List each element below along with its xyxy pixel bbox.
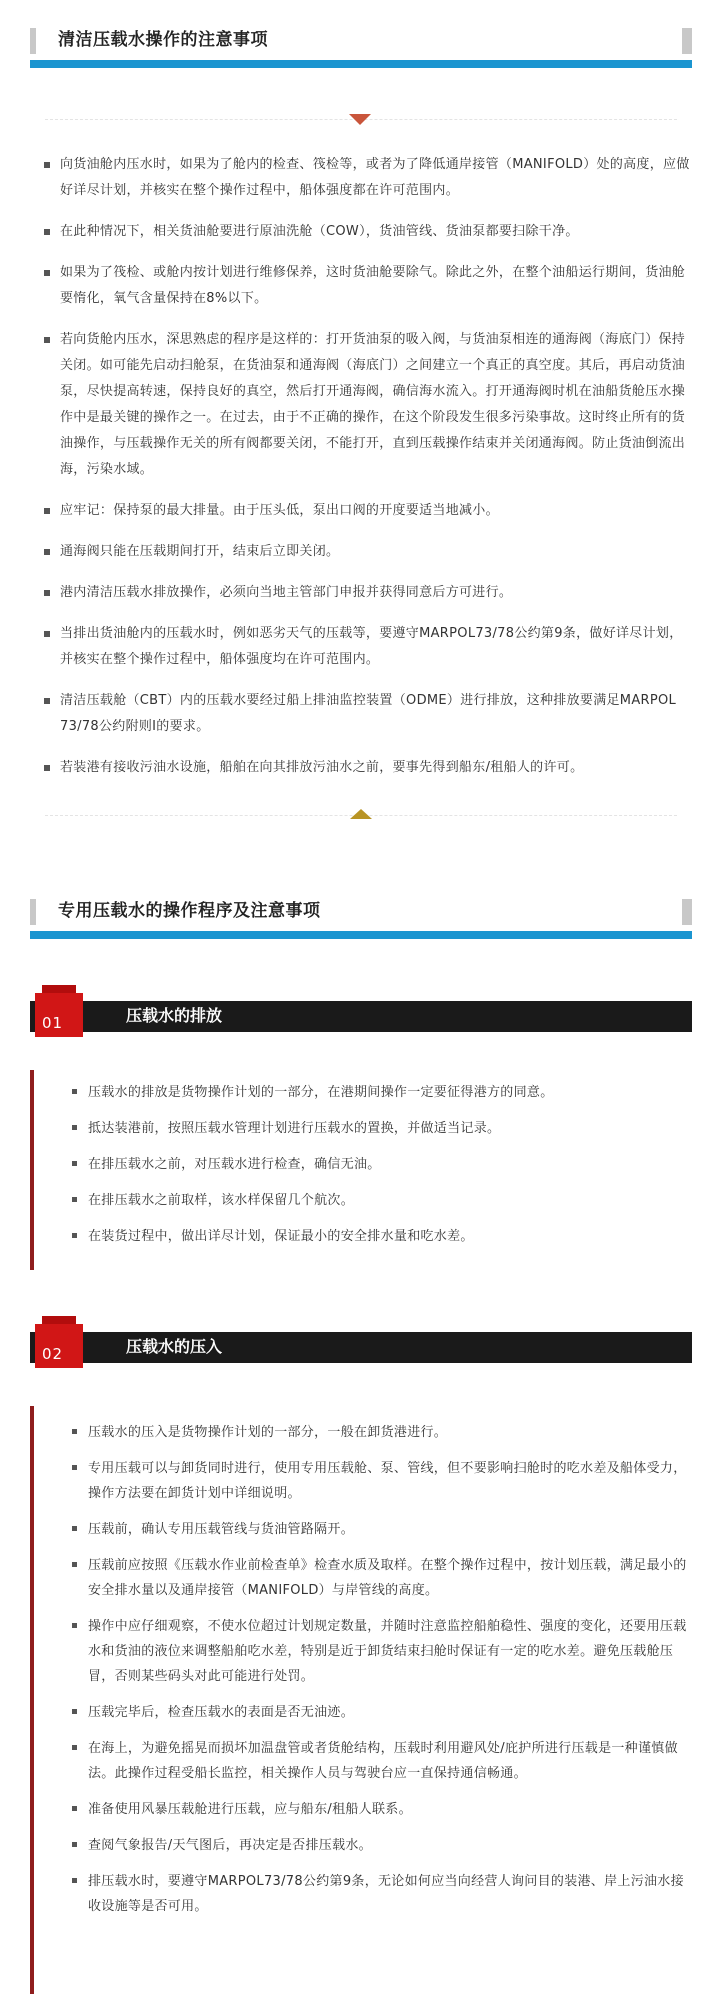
- list-item: [74, 1869, 692, 1919]
- list-item: [74, 1080, 692, 1105]
- discharge-steps: [30, 1070, 692, 1249]
- bullet-square-icon: [72, 1709, 77, 1714]
- bullet-square-icon: [44, 229, 50, 235]
- bullet-square-icon: [72, 1233, 77, 1238]
- list-item: [74, 1420, 692, 1445]
- triangle-down-icon: [349, 114, 371, 125]
- list-item: [42, 580, 692, 606]
- list-item: [74, 1456, 692, 1506]
- list-item: [42, 621, 692, 673]
- bullet-square-icon: [72, 1526, 77, 1531]
- list-item: [74, 1116, 692, 1141]
- list-item: [74, 1517, 692, 1542]
- subsection-title: 压载水的排放: [126, 1006, 223, 1025]
- bullet-square-icon: [72, 1429, 77, 1434]
- bullet-square-icon: [44, 590, 50, 596]
- discharge-list-block: [30, 1070, 692, 1270]
- list-item: [42, 327, 692, 483]
- vertical-accent-line: [30, 1406, 34, 1994]
- list-item: [74, 1553, 692, 1603]
- cleaning-ballast-notes: [42, 152, 692, 796]
- bullet-square-icon: [72, 1465, 77, 1470]
- number-tab: [35, 985, 83, 1037]
- list-item-text: 专用压载可以与卸货同时进行，使用专用压载舱、泵、管线，但不要影响扫舱时的吃水差及船体受力，操作方法要在卸货计划中详细说明。: [88, 1461, 687, 1501]
- list-item-text: 抵达装港前，按照压载水管理计划进行压载水的置换，并做适当记录。: [88, 1121, 501, 1136]
- header-accent-right: [682, 899, 692, 925]
- list-item-text: 查阅气象报告/天气图后，再决定是否排压载水。: [88, 1838, 372, 1853]
- bullet-square-icon: [44, 270, 50, 276]
- list-item-text: 压载完毕后，检查压载水的表面是否无油迹。: [88, 1705, 355, 1720]
- list-item-text: 在排压载水之前取样，该水样保留几个航次。: [88, 1193, 355, 1208]
- header-accent-left: [30, 28, 36, 54]
- list-item: [74, 1152, 692, 1177]
- list-item-text: 如果为了筏检、或舱内按计划进行维修保养，这时货油舱要除气。除此之外，在整个油船运行期间，货油舱要惰化，氧气含量保持在8%以下。: [60, 265, 686, 306]
- list-item: [74, 1188, 692, 1213]
- list-item: [74, 1736, 692, 1786]
- list-item: [42, 755, 692, 781]
- intake-steps: [30, 1406, 692, 1919]
- section-title: 专用压载水的操作程序及注意事项: [58, 901, 321, 921]
- vertical-accent-line: [30, 1070, 34, 1270]
- bullet-square-icon: [72, 1623, 77, 1628]
- list-item: [74, 1614, 692, 1689]
- subsection-banner-intake: [30, 1316, 692, 1368]
- header-accent-left: [30, 899, 36, 925]
- bullet-square-icon: [72, 1562, 77, 1567]
- list-item-text: 清洁压载舱（CBT）内的压载水要经过船上排油监控装置（ODME）进行排放，这种排放要满足MARPOL 73/78公约附则I的要求。: [60, 693, 677, 734]
- triangle-up-icon: [350, 809, 372, 819]
- bullet-square-icon: [44, 698, 50, 704]
- subsection-number: 01: [42, 1014, 64, 1032]
- list-item-text: 压载前应按照《压载水作业前检查单》检查水质及取样。在整个操作过程中，按计划压载，满足最小的安全排水量以及通岸接管（MANIFOLD）与岸管线的高度。: [88, 1558, 687, 1598]
- list-item: [74, 1700, 692, 1725]
- bullet-square-icon: [72, 1161, 77, 1166]
- header-underline-bar: [30, 931, 692, 939]
- list-item-text: 若向货舱内压水，深思熟虑的程序是这样的：打开货油泵的吸入阀，与货油泵相连的通海阀（海底门）保持关闭。如可能先启动扫舱泵，在货油泵和通海阀（海底门）之间建立一个真正的真空度。其后，再启动货油泵，尽快提高转速，保持良好的真空，然后打开通海阀，确信海水流入。打开通海阀时机在油船货舱压水操作中是最关键的操作之一。在过去，由于不正确的操作，在这个阶段发生很多污染事故。这时终止所有的货油操作，与压载操作无关的所有阀都要关闭，不能打开，直到压载操作结束并关闭通海阀。防止货油倒流出海，污染水域。: [60, 332, 686, 477]
- list-item-text: 港内清洁压载水排放操作，必须向当地主管部门申报并获得同意后方可进行。: [60, 585, 513, 600]
- list-item: [42, 539, 692, 565]
- bullet-square-icon: [72, 1745, 77, 1750]
- subsection-number: 02: [42, 1345, 64, 1363]
- subsection-banner-discharge: [30, 985, 692, 1037]
- list-item: [42, 688, 692, 740]
- bullet-square-icon: [44, 631, 50, 637]
- bullet-square-icon: [72, 1125, 77, 1130]
- bullet-square-icon: [72, 1089, 77, 1094]
- bullet-square-icon: [44, 508, 50, 514]
- list-item-text: 应牢记：保持泵的最大排量。由于压头低，泵出口阀的开度要适当地减小。: [60, 503, 499, 518]
- list-item: [74, 1224, 692, 1249]
- list-item-text: 压载水的压入是货物操作计划的一部分，一般在卸货港进行。: [88, 1425, 448, 1440]
- list-item-text: 在装货过程中，做出详尽计划，保证最小的安全排水量和吃水差。: [88, 1229, 474, 1244]
- section-header-segregated-ballast: [30, 899, 692, 945]
- bullet-square-icon: [72, 1806, 77, 1811]
- list-item: [42, 260, 692, 312]
- bullet-square-icon: [72, 1878, 77, 1883]
- subsection-title: 压载水的压入: [126, 1337, 223, 1356]
- list-item: [42, 219, 692, 245]
- bullet-square-icon: [44, 765, 50, 771]
- list-item-text: 当排出货油舱内的压载水时，例如恶劣天气的压载等，要遵守MARPOL73/78公约第9条，做好详尽计划，并核实在整个操作过程中，船体强度均在许可范围内。: [60, 626, 683, 667]
- list-item-text: 通海阀只能在压载期间打开，结束后立即关闭。: [60, 544, 340, 559]
- list-item: [74, 1797, 692, 1822]
- header-underline-bar: [30, 60, 692, 68]
- list-item-text: 在海上，为避免摇晃而损坏加温盘管或者货舱结构，压载时利用避风处/庇护所进行压载是一种谨慎做法。此操作过程受船长监控，相关操作人员与驾驶台应一直保持通信畅通。: [88, 1741, 678, 1781]
- list-item-text: 操作中应仔细观察，不使水位超过计划规定数量，并随时注意监控船舶稳性、强度的变化，还要用压载水和货油的液位来调整船舶吃水差，特别是近于卸货结束扫舱时保证有一定的吃水差。避免压载舱压冒，否则某些码头对此可能进行处罚。: [88, 1619, 687, 1684]
- list-item-text: 压载水的排放是货物操作计划的一部分，在港期间操作一定要征得港方的同意。: [88, 1085, 554, 1100]
- list-item: [74, 1833, 692, 1858]
- section-title: 清洁压载水操作的注意事项: [58, 30, 268, 50]
- list-item-text: 在此种情况下，相关货油舱要进行原油洗舱（COW），货油管线、货油泵都要扫除干净。: [60, 224, 579, 239]
- bullet-square-icon: [44, 162, 50, 168]
- list-item-text: 若装港有接收污油水设施，船舶在向其排放污油水之前，要事先得到船东/租船人的许可。: [60, 760, 584, 775]
- intake-list-block: [30, 1406, 692, 1994]
- bullet-square-icon: [72, 1842, 77, 1847]
- header-accent-right: [682, 28, 692, 54]
- list-item-text: 准备使用风暴压载舱进行压载，应与船东/租船人联系。: [88, 1802, 412, 1817]
- list-item: [42, 152, 692, 204]
- list-item-text: 压载前，确认专用压载管线与货油管路隔开。: [88, 1522, 355, 1537]
- list-item-text: 向货油舱内压水时，如果为了舱内的检查、筏检等，或者为了降低通岸接管（MANIFOLD）处的高度，应做好详尽计划，并核实在整个操作过程中，船体强度都在许可范围内。: [60, 157, 690, 198]
- section-header-cleaning-ballast: [30, 28, 692, 74]
- bullet-square-icon: [72, 1197, 77, 1202]
- bullet-square-icon: [44, 549, 50, 555]
- list-item-text: 在排压载水之前，对压载水进行检查，确信无油。: [88, 1157, 381, 1172]
- list-item-text: 排压载水时，要遵守MARPOL73/78公约第9条，无论如何应当向经营人询问目的装港、岸上污油水接收设施等是否可用。: [88, 1874, 684, 1914]
- list-item: [42, 498, 692, 524]
- number-tab: [35, 1316, 83, 1368]
- bullet-square-icon: [44, 337, 50, 343]
